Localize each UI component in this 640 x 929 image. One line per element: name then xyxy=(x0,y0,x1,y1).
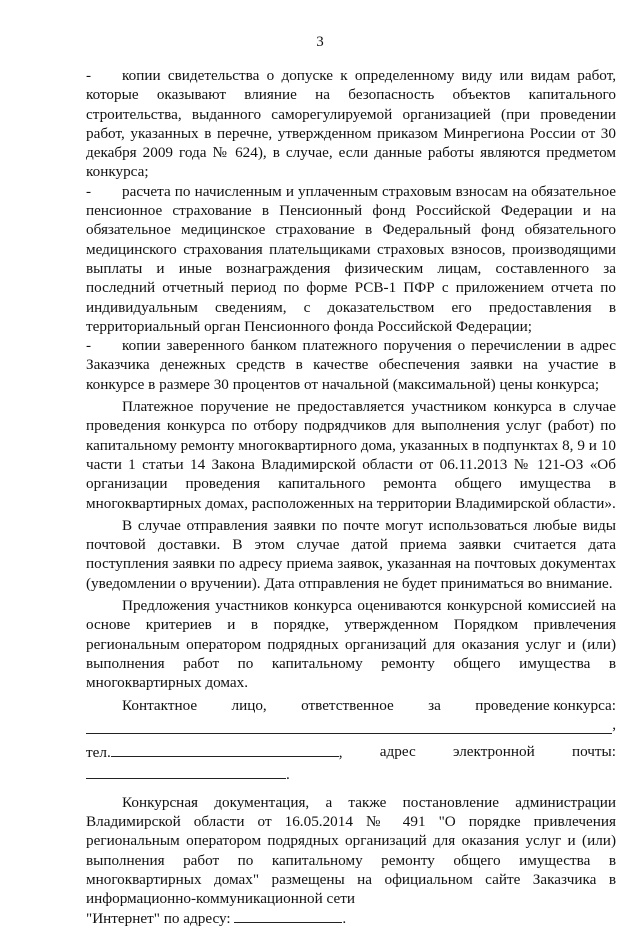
internet-period: . xyxy=(342,910,347,928)
contact-name-comma: , xyxy=(612,715,616,733)
email-word: почты: xyxy=(571,743,616,761)
phone-blank[interactable] xyxy=(111,742,339,757)
internet-address-blank[interactable] xyxy=(234,908,342,923)
bullet-dash: - xyxy=(86,337,92,355)
document-body xyxy=(86,66,616,929)
phone-label: тел. xyxy=(86,744,111,762)
contact-word: проведение конкурса: xyxy=(475,696,616,714)
bullet-text: копии заверенного банком платежного поручения о перечислении в адрес Заказчика денежных средств в качестве обеспечения заявки на участие в конкурсе в размере 30 процентов от начальной (максимальной) цены конкурса; xyxy=(86,337,616,393)
bullet-text: копии свидетельства о допуске к определенному виду или видам работ, которые оказывают влияние на безопасность объектов капитального строительства, выданного саморегулируемой организацией (при проведении работ, указанных в перечне, утвержденном приказом Минрегиона России от 30 декабря 2009 года № 624), в случае, если данные работы являются предметом конкурса; xyxy=(86,67,616,181)
bullet-dash: - xyxy=(86,67,92,84)
contact-word: за xyxy=(428,696,441,714)
internet-label: "Интернет" по адресу: xyxy=(86,910,231,928)
paragraph-mail-submission: В случае отправления заявки по почте могут использоваться любые виды почтовой доставки. В этом случае датой приема заявки считается дата поступления заявки по адресу приема заявок, указанная на почтовых документах (уведомлении о вручении). Дата отправления не будет приниматься во внимание. xyxy=(86,516,616,592)
bullet-dash: - xyxy=(86,182,92,200)
email-word: адрес xyxy=(379,743,416,761)
email-period: . xyxy=(286,766,290,784)
paragraph-payment-exemption: Платежное поручение не предоставляется участником конкурса в случае проведения конкурса по отбору подрядчиков для выполнения услуг (работ) по капитальному ремонту многоквартирного дома, указанных в подпунктах 8, 9 и 10 части 1 статьи 14 Закона Владимирской области от 06.11.2013 № 121-ОЗ «Об организации проведения капитального ремонта общего имущества в многоквартирных домах, расположенных на территории Владимирской области». xyxy=(86,398,616,512)
page-number: 3 xyxy=(316,34,324,50)
contact-word: Контактное xyxy=(122,696,198,714)
paragraph-evaluation: Предложения участников конкурса оцениваются конкурсной комиссией на основе критериев и в порядке, утвержденном Порядком привлечения региональным оператором подрядных организаций для оказания услуг и (или) выполнения работ по капитальному ремонту общего имущества в многоквартирных домах. xyxy=(86,597,616,692)
contact-person-line xyxy=(86,696,616,715)
bullet-item-insurance-report xyxy=(86,182,616,336)
phone-email-line xyxy=(86,742,616,762)
paragraph-documentation: Конкурсная документация, а также постановление администрации Владимирской области от 16.05.2014 № 491 "О порядке привлечения региональным оператором подрядных организаций для оказания услуг и (или) выполнения работ по капитальному ремонту общего имущества в многоквартирных домах" размещены на официальном сайте Заказчика в информационно-коммуникационной сети xyxy=(86,793,616,908)
bullet-item-permit xyxy=(86,66,616,182)
contact-word: лицо, xyxy=(231,696,267,714)
internet-address-line xyxy=(86,908,616,928)
bullet-text: расчета по начисленным и уплаченным страховым взносам на обязательное пенсионное страхование в Пенсионный фонд Российской Федерации и на обязательное медицинское страхование в Федеральный фонд обязательного медицинского страхования плательщиками страховых взносов, производящими выплаты и иные вознаграждения физическим лицам, составленного за последний отчетный период по форме РСВ-1 ПФР с приложением отчета по индивидуальным сведениям, с доказательством его предоставления в территориальный орган Пенсионного фонда Российской Федерации; xyxy=(86,182,616,335)
contact-name-field xyxy=(86,715,616,734)
email-word: электронной xyxy=(452,743,535,761)
email-field xyxy=(86,764,616,784)
phone-comma: , xyxy=(338,744,343,762)
contact-word: ответственное xyxy=(301,696,394,714)
bullet-item-payment-order xyxy=(86,336,616,394)
email-blank[interactable] xyxy=(86,764,286,779)
contact-name-blank[interactable] xyxy=(86,719,612,734)
